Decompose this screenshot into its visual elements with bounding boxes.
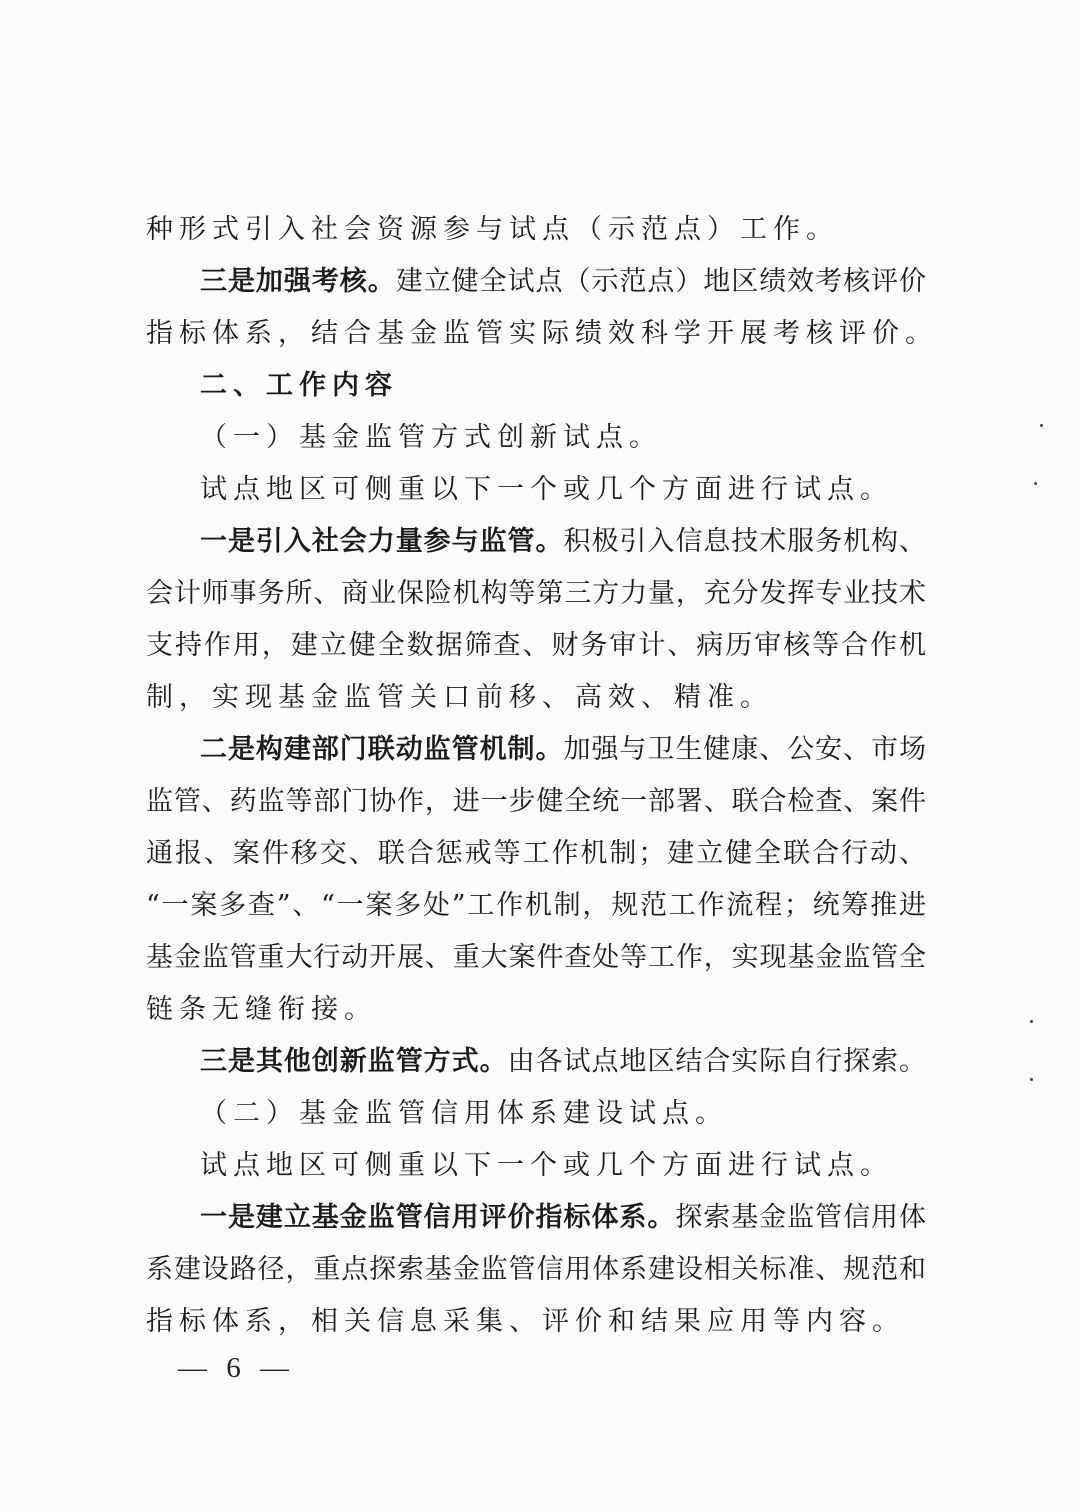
body-text: 探索基金监管信用体	[675, 1202, 927, 1233]
scan-speck	[1030, 1020, 1033, 1023]
body-line	[200, 524, 926, 560]
emphasis-lead: 二是构建部门联动监管机制。	[200, 734, 564, 765]
scan-speck	[1030, 1078, 1033, 1081]
body-line: “一案多查”、“一案多处”工作机制，规范工作流程；统筹推进	[146, 890, 926, 921]
body-text: 由各试点地区结合实际自行探索。	[507, 1046, 927, 1077]
scan-speck	[1040, 424, 1043, 427]
body-line: 制，实现基金监管关口前移、高效、精准。	[146, 682, 773, 713]
body-line: 种形式引入社会资源参与试点（示范点）工作。	[146, 214, 839, 245]
body-line	[200, 1044, 926, 1080]
emphasis-lead: 一是引入社会力量参与监管。	[200, 526, 564, 557]
section-heading: 二、工作内容	[200, 370, 398, 401]
page-number: — 6 —	[178, 1352, 295, 1384]
body-text: 加强与卫生健康、公安、市场	[563, 734, 927, 765]
emphasis-lead: 一是建立基金监管信用评价指标体系。	[200, 1202, 676, 1233]
emphasis-lead: 三是加强考核。	[200, 266, 396, 297]
body-line	[200, 264, 926, 300]
body-line: 会计师事务所、商业保险机构等第三方力量，充分发挥专业技术	[146, 578, 926, 609]
body-line: 基金监管重大行动开展、重大案件查处等工作，实现基金监管全	[146, 942, 926, 973]
body-line	[200, 732, 926, 768]
body-line: 试点地区可侧重以下一个或几个方面进行试点。	[200, 1150, 893, 1181]
body-line: 支持作用，建立健全数据筛查、财务审计、病历审核等合作机	[146, 630, 926, 661]
emphasis-lead: 三是其他创新监管方式。	[200, 1046, 508, 1077]
body-line: 监管、药监等部门协作，进一步健全统一部署、联合检查、案件	[146, 786, 926, 817]
body-line	[200, 1200, 926, 1236]
body-line: 链条无缝衔接。	[146, 994, 377, 1025]
body-line: 通报、案件移交、联合惩戒等工作机制；建立健全联合行动、	[146, 838, 926, 869]
subsection-heading: （二）基金监管信用体系建设试点。	[200, 1098, 728, 1129]
body-line: 系建设路径，重点探索基金监管信用体系建设相关标准、规范和	[146, 1254, 926, 1285]
body-text: 建立健全试点（示范点）地区绩效考核评价	[395, 266, 927, 297]
body-line: 试点地区可侧重以下一个或几个方面进行试点。	[200, 474, 893, 505]
body-text: 积极引入信息技术服务机构、	[563, 526, 927, 557]
body-line: 指标体系，相关信息采集、评价和结果应用等内容。	[146, 1306, 905, 1337]
body-line: 指标体系，结合基金监管实际绩效科学开展考核评价。	[146, 318, 938, 349]
scan-speck	[1034, 482, 1037, 485]
subsection-heading: （一）基金监管方式创新试点。	[200, 422, 662, 453]
